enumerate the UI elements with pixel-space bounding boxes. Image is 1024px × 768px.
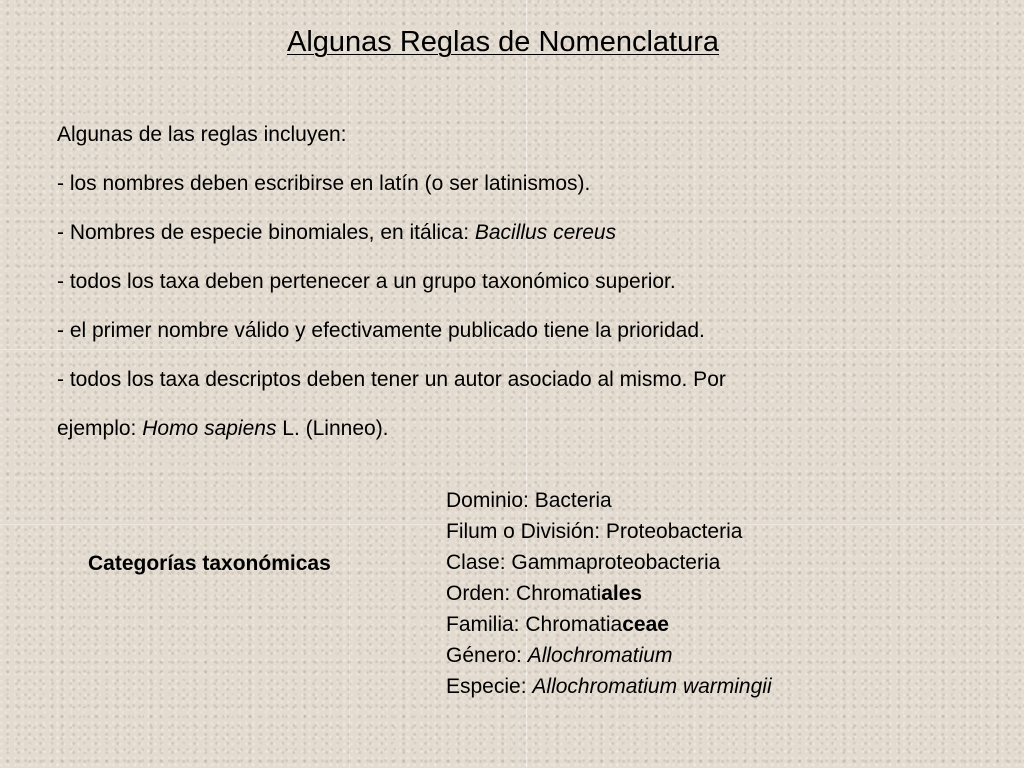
rule-author: - todos los taxa descriptos deben tener un autor asociado al mismo. Por [57, 368, 726, 391]
taxon-especie [446, 671, 772, 702]
taxon-genero-prefix: Género: [446, 644, 528, 667]
taxon-orden-suffix: ales [601, 582, 643, 605]
rule-latin: - los nombres deben escribirse en latín (o ser latinismos). [57, 172, 591, 195]
rule-binomial-text: - Nombres de especie binomiales, en itálica: [57, 221, 475, 244]
taxon-filum: Filum o División: Proteobacteria [446, 520, 743, 543]
taxon-familia-prefix: Familia: Chromatia [446, 613, 623, 636]
rule-author-example-species: Homo sapiens [142, 417, 277, 440]
taxon-clase: Clase: Gammaproteobacteria [446, 551, 721, 574]
taxon-orden-prefix: Orden: Chromati [446, 582, 602, 605]
taxon-especie-name: Allochromatium warmingii [532, 675, 772, 698]
taxon-familia [446, 609, 772, 640]
taxon-dominio: Dominio: Bacteria [446, 489, 612, 512]
rule-priority: - el primer nombre válido y efectivamente publicado tiene la prioridad. [57, 319, 705, 342]
slide-title: Algunas Reglas de Nomenclatura [286, 26, 720, 58]
rule-author-example-suffix: L. (Linneo). [276, 417, 389, 440]
rule-author-example [57, 404, 937, 453]
taxon-orden [446, 578, 772, 609]
taxon-genero-name: Allochromatium [527, 644, 673, 667]
rules-intro: Algunas de las reglas incluyen: [57, 123, 347, 146]
categories-label: Categorías taxonómicas [88, 552, 331, 575]
taxon-familia-suffix: ceae [622, 613, 669, 636]
rule-binomial [57, 208, 937, 257]
rules-text [57, 110, 937, 453]
rule-superior-group: - todos los taxa deben pertenecer a un grupo taxonómico superior. [57, 270, 676, 293]
taxon-genero [446, 640, 772, 671]
rule-binomial-example: Bacillus cereus [474, 221, 617, 244]
rule-author-example-prefix: ejemplo: [57, 417, 143, 440]
taxon-especie-prefix: Especie: [446, 675, 533, 698]
taxonomy-list [446, 485, 772, 702]
